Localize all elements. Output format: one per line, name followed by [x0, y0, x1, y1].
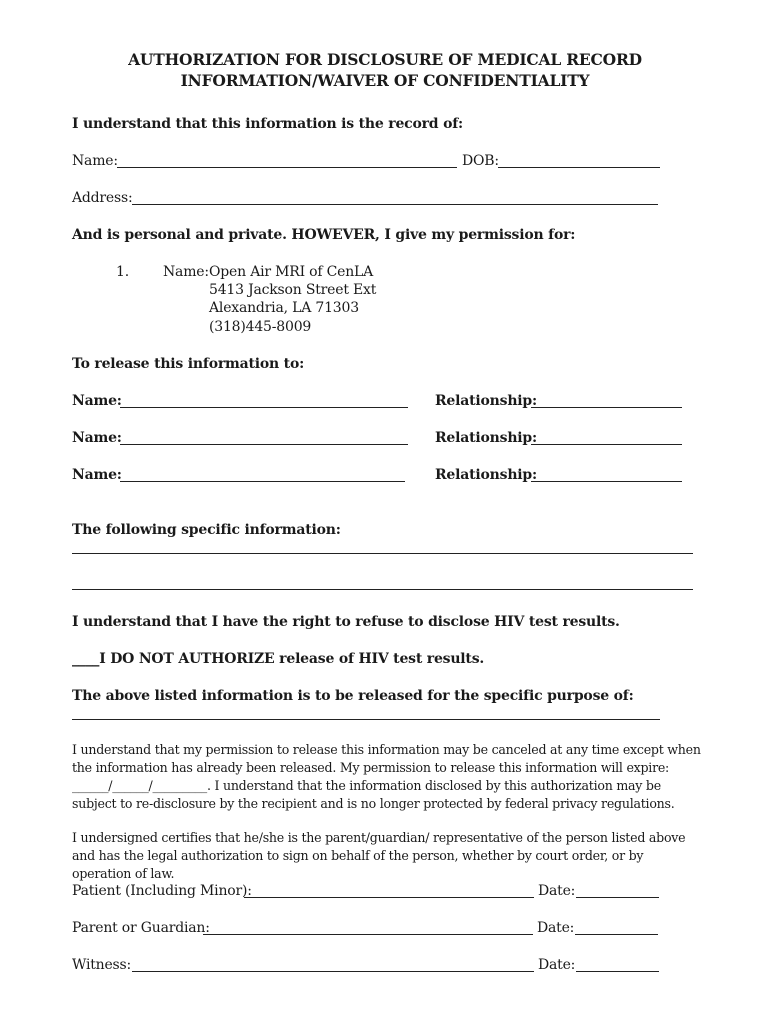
- patient-signature-label: Patient (Including Minor):: [72, 883, 252, 899]
- recipient-relationship-field-2[interactable]: [531, 444, 682, 445]
- hiv-not-authorize: [72, 651, 484, 667]
- patient-address-label: Address:: [72, 190, 133, 206]
- recipient-relationship-field-3[interactable]: [531, 481, 682, 482]
- recipient-name-label: Name:: [72, 430, 122, 446]
- guardian-date-field[interactable]: [575, 934, 658, 935]
- expire-paragraph: [72, 741, 702, 813]
- patient-dob-label: DOB:: [462, 153, 499, 169]
- guardian-signature-label: Parent or Guardian:: [72, 920, 210, 936]
- patient-date-field[interactable]: [576, 897, 659, 898]
- witness-date-label: Date:: [538, 957, 576, 973]
- expire-text-part1: I understand that my permission to release this information may be canceled at any time except when the information has already been released. My permission to release this information will expire:: [72, 742, 701, 775]
- expire-text-part2: I understand that the information disclosed by this authorization may be subject to re-disclosure by the recipient and is no longer protected by federal privacy regulations.: [72, 778, 675, 811]
- recipient-name-field-2[interactable]: [120, 444, 408, 445]
- patient-date-label: Date:: [538, 883, 576, 899]
- witness-signature-label: Witness:: [72, 957, 132, 973]
- purpose-heading: The above listed information is to be released for the specific purpose of:: [72, 688, 634, 704]
- specific-info-field-2[interactable]: [72, 589, 693, 590]
- patient-address-field[interactable]: [132, 204, 658, 205]
- hiv-not-authorize-text: I DO NOT AUTHORIZE release of HIV test results.: [99, 651, 485, 667]
- recipient-name-field-1[interactable]: [120, 407, 408, 408]
- provider-name: Open Air MRI of CenLA: [209, 264, 374, 280]
- witness-date-field[interactable]: [576, 971, 659, 972]
- patient-signature-field[interactable]: [244, 897, 534, 898]
- recipient-name-label: Name:: [72, 467, 122, 483]
- patient-dob-field[interactable]: [498, 167, 660, 168]
- release-to-heading: To release this information to:: [72, 356, 305, 372]
- form-title-line1: AUTHORIZATION FOR DISCLOSURE OF MEDICAL RECORD: [128, 50, 642, 69]
- provider-name-label: Name:: [163, 264, 209, 280]
- hiv-right-text: I understand that I have the right to refuse to disclose HIV test results.: [72, 614, 620, 630]
- record-of-heading: I understand that this information is the record of:: [72, 116, 463, 132]
- recipient-relationship-label: Relationship:: [435, 430, 537, 446]
- hiv-not-authorize-blank[interactable]: ____: [72, 651, 100, 667]
- provider-city: Alexandria, LA 71303: [209, 300, 359, 316]
- witness-signature-field[interactable]: [132, 971, 534, 972]
- guardian-date-label: Date:: [537, 920, 575, 936]
- patient-name-label: Name:: [72, 153, 118, 169]
- recipient-relationship-label: Relationship:: [435, 393, 537, 409]
- recipient-name-field-3[interactable]: [120, 481, 405, 482]
- certify-paragraph: I undersigned certifies that he/she is the parent/guardian/ representative of the person listed above and has the legal authorization to sign on behalf of the person, whether by court order, or by operation of law.: [72, 830, 686, 881]
- provider-phone: (318)445-8009: [209, 319, 312, 335]
- recipient-relationship-label: Relationship:: [435, 467, 537, 483]
- permission-heading: And is personal and private. HOWEVER, I give my permission for:: [72, 227, 576, 243]
- recipient-relationship-field-1[interactable]: [531, 407, 682, 408]
- purpose-field[interactable]: [72, 719, 660, 720]
- expire-date-field[interactable]: ______/______/_________.: [72, 778, 211, 793]
- patient-name-field[interactable]: [117, 167, 457, 168]
- guardian-signature-field[interactable]: [203, 934, 533, 935]
- recipient-name-label: Name:: [72, 393, 122, 409]
- form-title-line2: INFORMATION/WAIVER OF CONFIDENTIALITY: [180, 71, 590, 90]
- specific-info-heading: The following specific information:: [72, 522, 341, 538]
- provider-number: 1.: [116, 264, 129, 280]
- specific-info-field-1[interactable]: [72, 553, 693, 554]
- provider-street: 5413 Jackson Street Ext: [209, 282, 377, 298]
